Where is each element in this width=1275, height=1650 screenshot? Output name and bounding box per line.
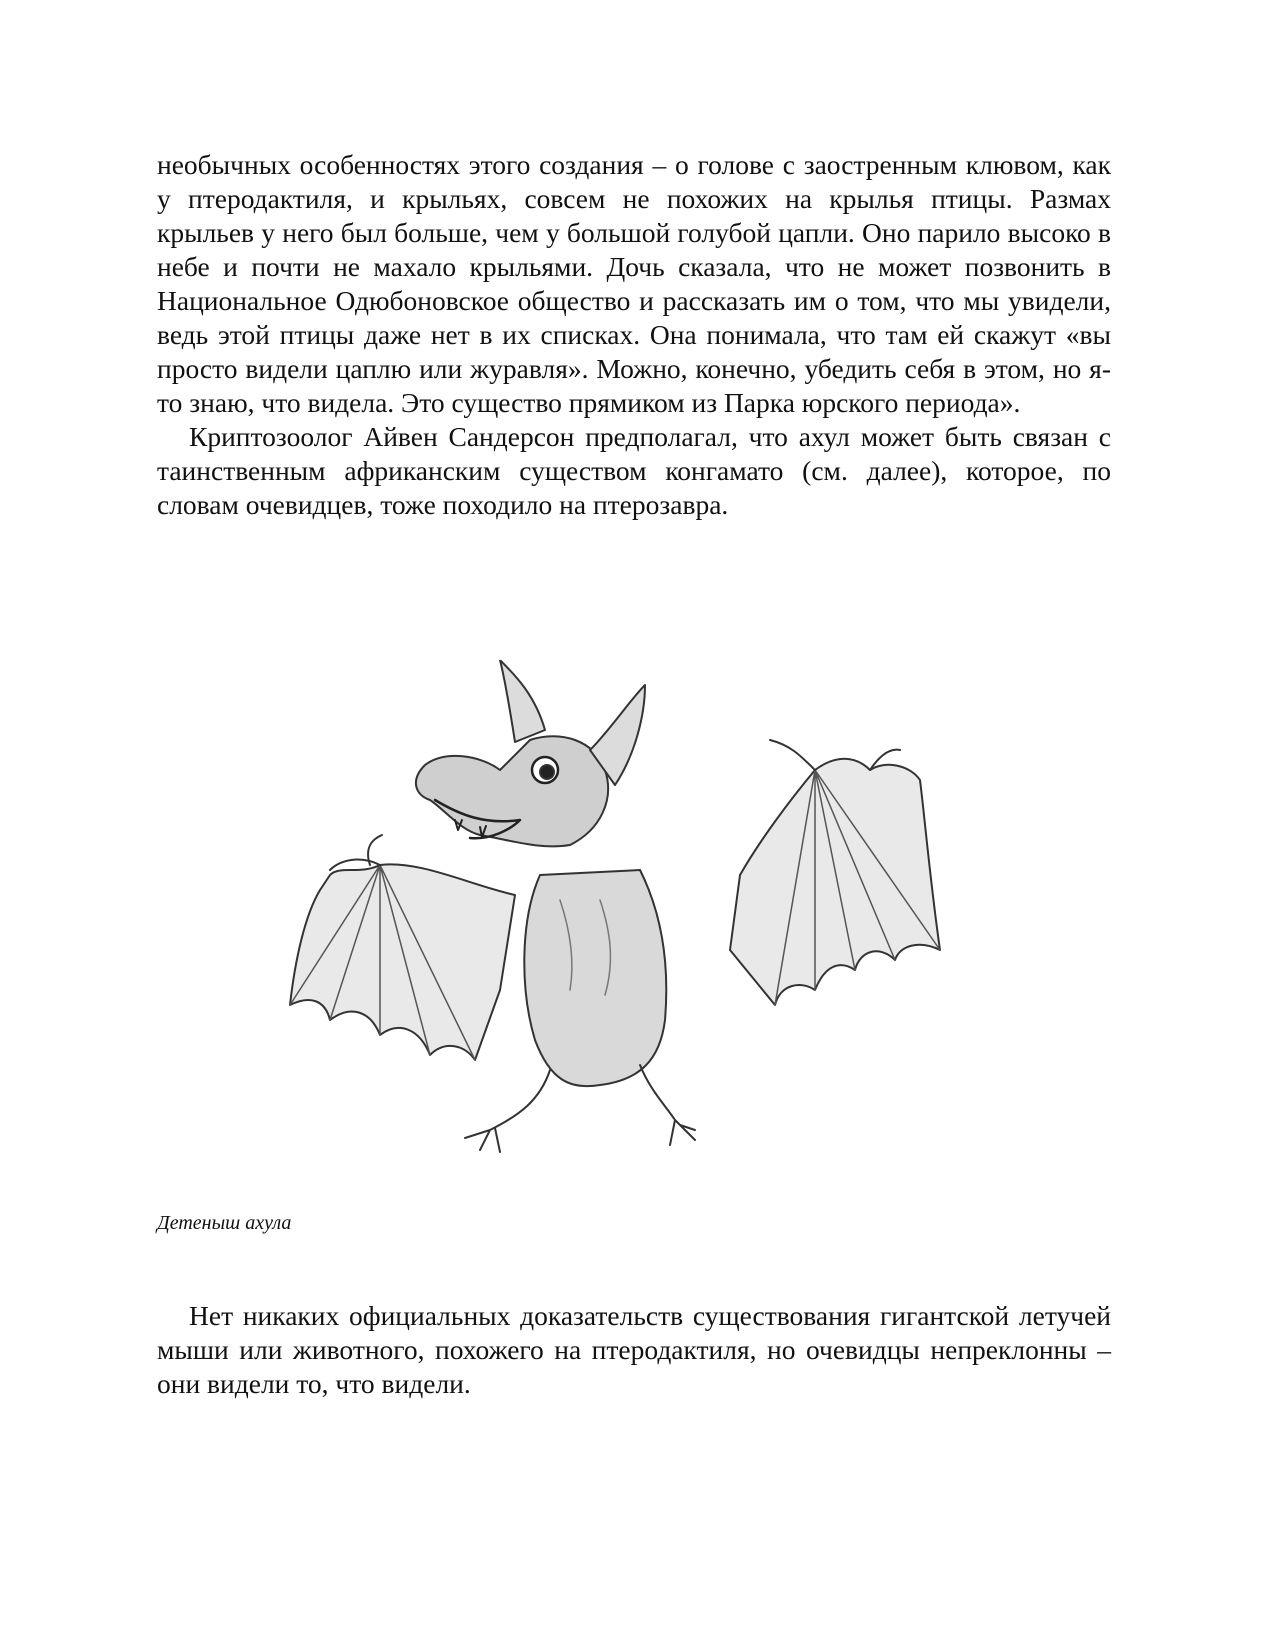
bottom-text-block: [157, 1299, 1111, 1401]
bat-illustration: [270, 660, 970, 1235]
figure-caption: Детеныш ахула: [157, 1212, 292, 1234]
paragraph-continuation: необычных особенностях этого создания – о голове с заостренным клювом, как у птеродактиля, и крыльях, совсем не похожих на крылья птицы. Размах крыльев у него был больше, чем у большой голубой цапли. Оно парило высоко в небе и почти не махало крыльями. Дочь сказала, что не может позвонить в Национальное Одюбоновское общество и рассказать им о том, что мы увидели, ведь этой птицы даже нет в их списках. Она понимала, что там ей скажут «вы просто видели цаплю или журавля». Можно, конечно, убедить себя в этом, но я-то знаю, что видела. Это существо прямиком из Парка юрского периода».: [157, 149, 1111, 418]
paragraph-conclusion: Нет никаких официальных доказательств существования гигантской летучей мыши или животного, похожего на птеродактиля, но очевидцы непреклонны – они видели то, что видели.: [157, 1300, 1111, 1399]
top-text-block: [157, 148, 1111, 522]
paragraph-sanderson: Криптозоолог Айвен Сандерсон предполагал, что ахул может быть связан с таинственным африканским существом конгамато (см. далее), которое, по словам очевидцев, тоже походило на птерозавра.: [157, 421, 1111, 520]
